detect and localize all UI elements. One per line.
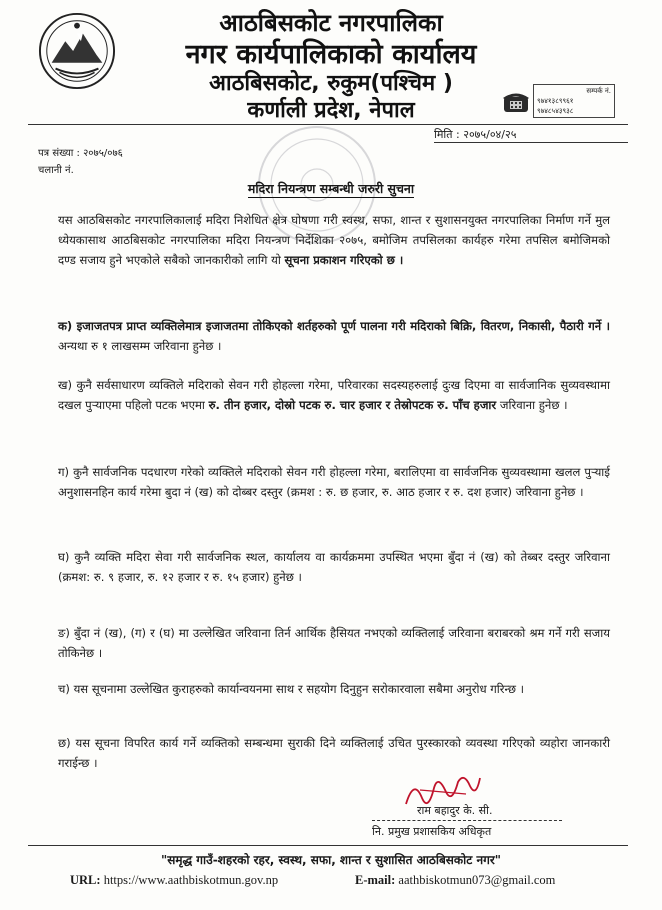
item-nga-text: ङ) बुँदा नं (ख), (ग) र (घ) मा उल्लेखित जरिवाना तिर्न आर्थिक हैसियत नभएको व्यक्तिलाई जरिवाना बराबरको श्रम गर्ने गरी सजाय तोकिनेछ । — [58, 626, 610, 660]
footer-divider — [28, 845, 628, 846]
item-ka-text: अन्यथा रु १ लाखसम्म जरिवाना हुनेछ । — [58, 339, 222, 353]
notice-item-ga — [58, 462, 610, 502]
signature-line — [372, 820, 562, 821]
contact-phone-1: ९७४१३८९९६१ — [537, 97, 574, 105]
item-kha-tail: जरिवाना हुनेछ । — [496, 398, 568, 412]
intro-bold-text: सूचना प्रकाशन गरिएको छ । — [284, 253, 404, 267]
office-province: कर्णाली प्रदेश, नेपाल — [247, 98, 415, 123]
footer-email — [355, 873, 555, 888]
notice-item-ka — [58, 316, 610, 356]
signatory-name: राम बहादुर के. सी. — [417, 804, 493, 817]
item-kha-bold: रु. तीन हजार, दोस्रो पटक रु. चार हजार र तेस्रोपटक रु. पाँच हजार — [208, 398, 497, 412]
subject-text: मदिरा नियन्त्रण सम्बन्धी जरुरी सुचना — [247, 181, 415, 196]
item-chha-text: छ) यस सूचना विपरित कार्य गर्ने व्यक्तिको सम्बन्धमा सुराकी दिने व्यक्तिलाई उचित पुरस्कारको व्यवस्था गरिएको व्यहोरा जानकारी गराईन्छ । — [58, 736, 610, 770]
municipality-name: आठबिसकोट नगरपालिका — [219, 9, 443, 37]
item-kha-text: ख) कुनै सर्वसाधारण व्यक्तिले मदिराको सेवन गरी होहल्ला गरेमा, परिवारका सदस्यहरुलाई दुःख दिएमा वा सार्वजानिक सुव्यवस्थामा दखल पुर्‍याएमा पहिलो पटक भएमा — [58, 378, 610, 412]
contact-phone-2: ९७४८५४३९३८ — [537, 107, 574, 115]
dispatch-number: चलानी नं. — [38, 165, 74, 176]
letter-date: मिति : २०७५/०४/२५ — [434, 128, 517, 141]
intro-paragraph — [58, 210, 610, 270]
email-link[interactable]: aathbiskotmun073@gmail.com — [398, 873, 556, 887]
notice-item-nga — [58, 623, 610, 663]
notice-item-kha — [58, 375, 610, 415]
notice-subject — [0, 180, 662, 197]
notice-item-chha — [58, 733, 610, 773]
item-ga-text: ग) कुनै सार्वजनिक पदधारण गरेको व्यक्तिले मदिराको सेवन गरी होहल्ला गरेमा, बरालिएमा वा सार्वजनिक सुव्यवस्थामा खलल पुर्‍याई अनुशासनहिन कार्य गरेमा बुदा नं (ख) को दोब्बर दस्तुर (क्रमश : रु. छ हजार, रु. आठ हजार र रु. दश हजार) जरिवाना हुनेछ । — [58, 465, 610, 499]
footer-url — [70, 873, 278, 888]
website-link[interactable]: https://www.aathbiskotmun.gov.np — [103, 873, 279, 887]
date-underline — [434, 142, 628, 143]
notice-item-cha — [58, 679, 610, 699]
signatory-title: नि. प्रमुख प्रशासकिय अधिकृत — [372, 825, 492, 838]
reference-number: पत्र संख्या : २०७५/०७६ — [38, 148, 123, 159]
url-label: URL: — [70, 873, 101, 887]
item-ka-bold: क) इजाजतपत्र प्राप्त व्यक्तिलेमात्र इजाजतमा तोकिएको शर्तहरुको पूर्ण पालना गरी मदिराको बिक्रि, वितरण, निकासी, पैठारी गर्ने । — [58, 319, 610, 333]
telephone-icon — [502, 89, 530, 113]
email-label: E-mail: — [355, 873, 396, 887]
office-name: नगर कार्यपालिकाको कार्यालय — [185, 39, 477, 70]
contact-label: सम्पर्क नं. — [586, 87, 611, 95]
item-cha-text: च) यस सूचनामा उल्लेखित कुराहरुको कार्यान्वयनमा साथ र सहयोग दिनुहुन सरोकारवाला सबैमा अनुरोध गरिन्छ । — [58, 682, 525, 696]
office-address: आठबिसकोट, रुकुम(पश्चिम ) — [209, 71, 453, 96]
contact-box — [533, 84, 615, 118]
item-gha-text: घ) कुनै व्यक्ति मदिरा सेवा गरी सार्वजनिक स्थल, कार्यालय वा कार्यक्रममा उपस्थित भएमा बुँदा नं (ख) को तेब्बर दस्तुर जरिवाना (क्रमश: रु. ९ हजार, रु. १२ हजार र रु. १५ हजार) हुनेछ । — [58, 550, 610, 584]
notice-item-gha — [58, 547, 610, 587]
municipality-motto: "समृद्ध गाउँ-शहरको रहर, स्वस्थ, सफा, शान्त र सुशासित आठबिसकोट नगर" — [160, 853, 502, 867]
intro-text: यस आठबिसकोट नगरपालिकालाई मदिरा निशेधित क्षेत्र घोषणा गरी स्वस्थ, सफा, शान्त र सुशासनयुक्त नगरपालिका निर्माण गर्ने मुल ध्येयकासाथ आठबिसकोट नगरपालिका मदिरा नियन्त्रण निर्देशिका २०७५, बमोजिम तपसिलका कार्यहरु गरेमा तपसिल बमोजिमको दण्ड सजाय हुने भएकोले सबैको जानकारीको लागि यो — [58, 213, 610, 267]
